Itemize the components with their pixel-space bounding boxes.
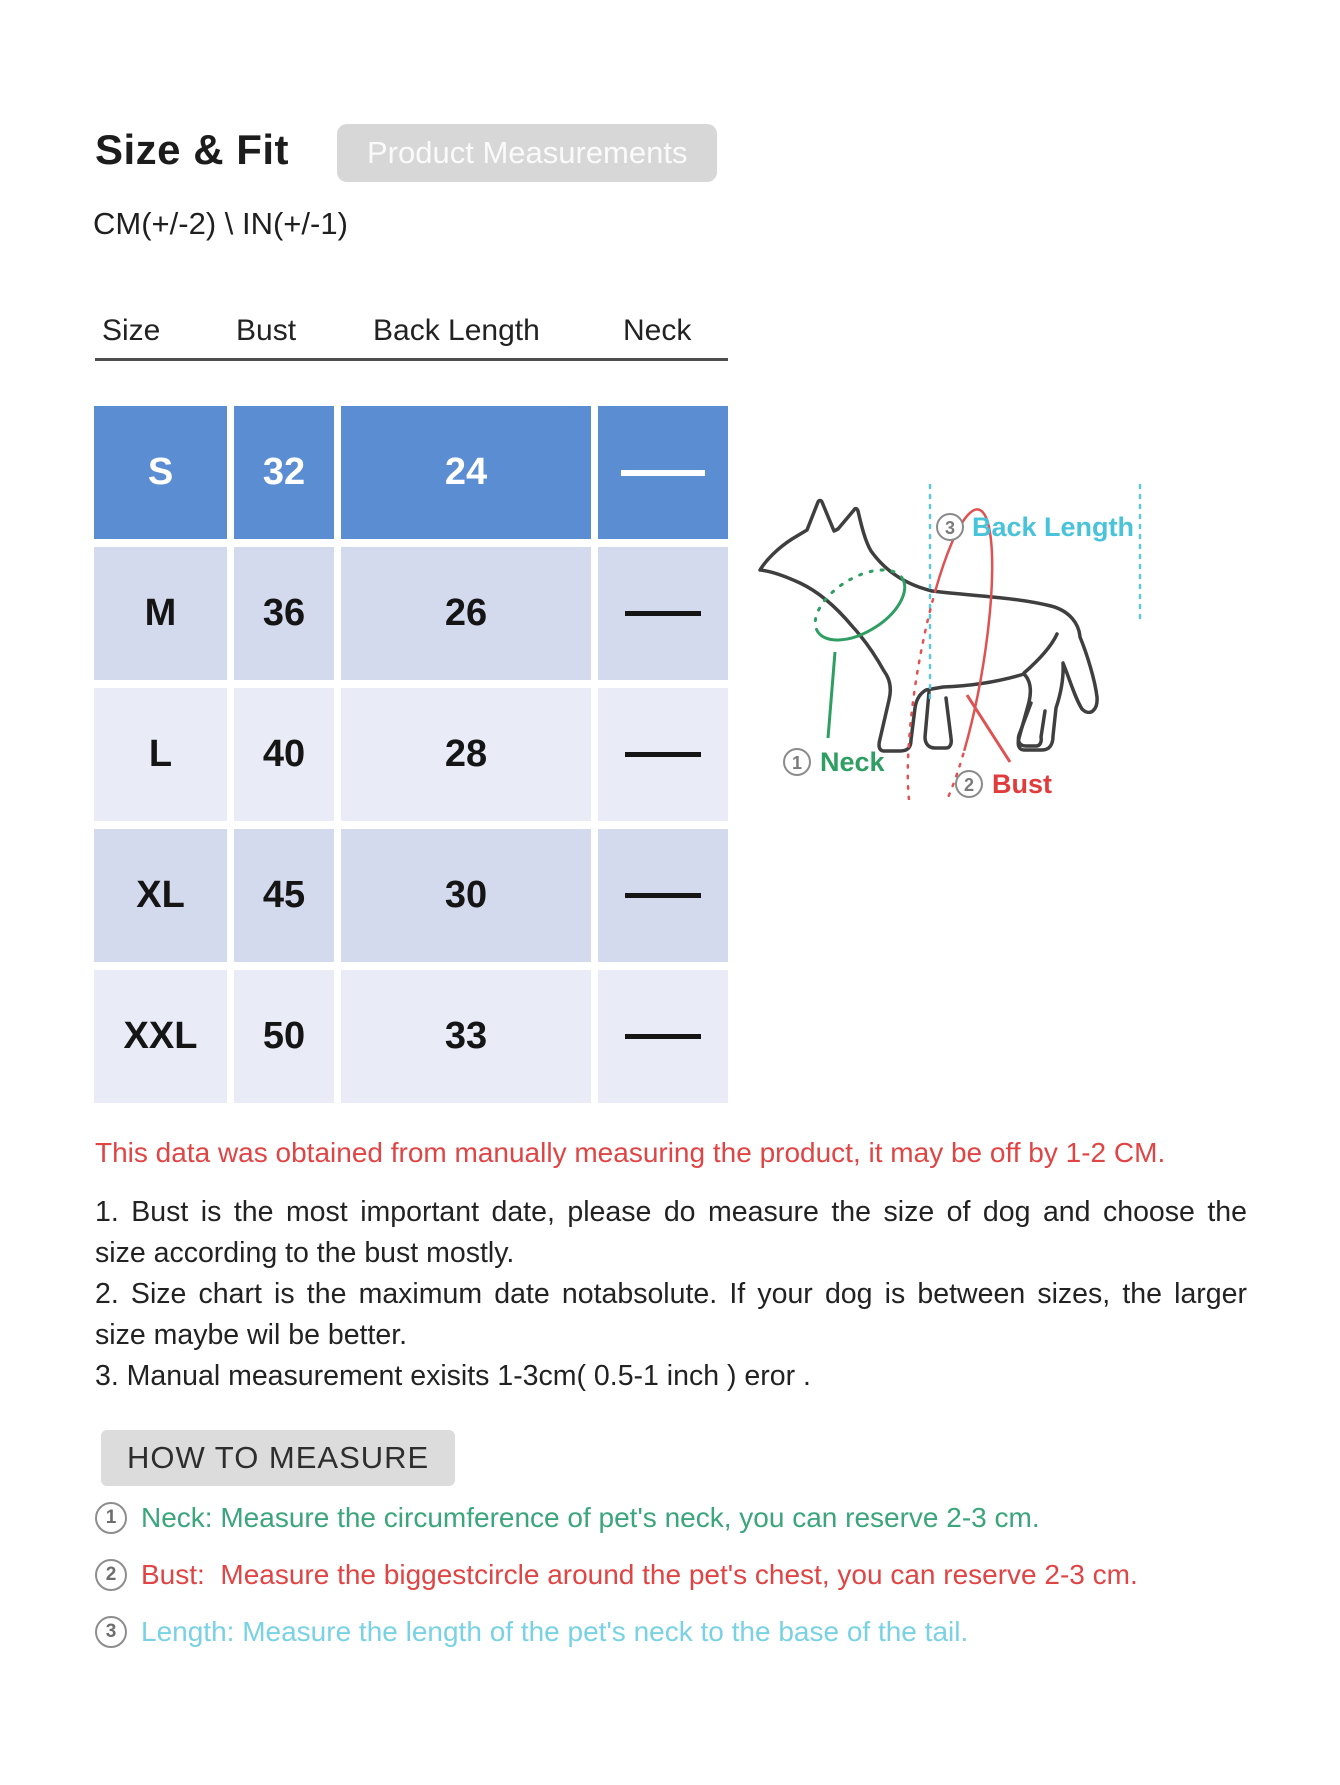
bust-text: Bust [992, 769, 1052, 799]
dog-measurement-diagram [660, 440, 1160, 800]
cell-size: L [94, 688, 227, 821]
cell-bust: 50 [234, 970, 334, 1103]
cell-back-length: 28 [341, 688, 591, 821]
column-header-size: Size [102, 314, 161, 347]
cell-back-length: 24 [341, 406, 591, 539]
cell-back-length: 26 [341, 547, 591, 680]
cell-size: XXL [94, 970, 227, 1103]
note-line: 3. Manual measurement exisits 1-3cm( 0.5-1 inch ) eror . [95, 1360, 811, 1392]
cell-back-length: 33 [341, 970, 591, 1103]
measure-step-bust [95, 1559, 1138, 1591]
cell-neck [598, 829, 728, 962]
bust-measure-ellipse [908, 509, 992, 800]
sizing-notes [95, 1192, 1247, 1397]
cell-bust: 36 [234, 547, 334, 680]
neck-dash [625, 1034, 701, 1039]
step-text: Bust: Measure the biggestcircle around the pet's chest, you can reserve 2-3 cm. [141, 1559, 1138, 1590]
header-divider [95, 358, 728, 361]
cell-size: M [94, 547, 227, 680]
step-number-badge: 3 [95, 1616, 127, 1648]
neck-dash [625, 893, 701, 898]
cell-bust: 45 [234, 829, 334, 962]
neck-text: Neck [820, 747, 885, 777]
measure-step-neck [95, 1502, 1040, 1534]
note-line: 2. Size chart is the maximum date notabsolute. If your dog is between sizes, the larger [95, 1278, 1247, 1310]
product-measurements-badge: Product Measurements [337, 124, 717, 182]
page-title: Size & Fit [95, 126, 290, 173]
disclaimer-text: This data was obtained from manually measuring the product, it may be off by 1-2 CM. [95, 1137, 1166, 1168]
neck-measure-ellipse [815, 570, 905, 640]
cell-size: XL [94, 829, 227, 962]
bust-num: 2 [963, 775, 975, 795]
step-number-badge: 2 [95, 1559, 127, 1591]
back-length-num: 3 [944, 518, 956, 538]
neck-num: 1 [791, 753, 803, 773]
note-line: size maybe wil be better. [95, 1319, 408, 1351]
cell-bust: 32 [234, 406, 334, 539]
how-to-measure-heading: HOW TO MEASURE [101, 1430, 455, 1486]
cell-neck [598, 970, 728, 1103]
step-number-badge: 1 [95, 1502, 127, 1534]
measure-step-length [95, 1616, 968, 1648]
column-header-bust: Bust [236, 314, 297, 347]
back-length-text: Back Length [972, 512, 1135, 542]
step-text: Neck: Measure the circumference of pet's neck, you can reserve 2-3 cm. [141, 1502, 1040, 1533]
cell-back-length: 30 [341, 829, 591, 962]
bust-label [956, 769, 1052, 799]
tolerance-note: CM(+/-2) \ IN(+/-1) [93, 206, 348, 241]
note-line: 1. Bust is the most important date, please do measure the size of dog and choose the [95, 1196, 1247, 1228]
cell-bust: 40 [234, 688, 334, 821]
size-table [94, 406, 728, 1103]
bust-pointer-line [967, 695, 1010, 762]
cell-size: S [94, 406, 227, 539]
step-text: Length: Measure the length of the pet's neck to the base of the tail. [141, 1616, 969, 1647]
note-line: size according to the bust mostly. [95, 1237, 515, 1269]
neck-pointer-line [828, 652, 835, 738]
column-header-back-length: Back Length [373, 314, 540, 347]
neck-label [784, 747, 886, 777]
column-header-neck: Neck [623, 314, 692, 347]
